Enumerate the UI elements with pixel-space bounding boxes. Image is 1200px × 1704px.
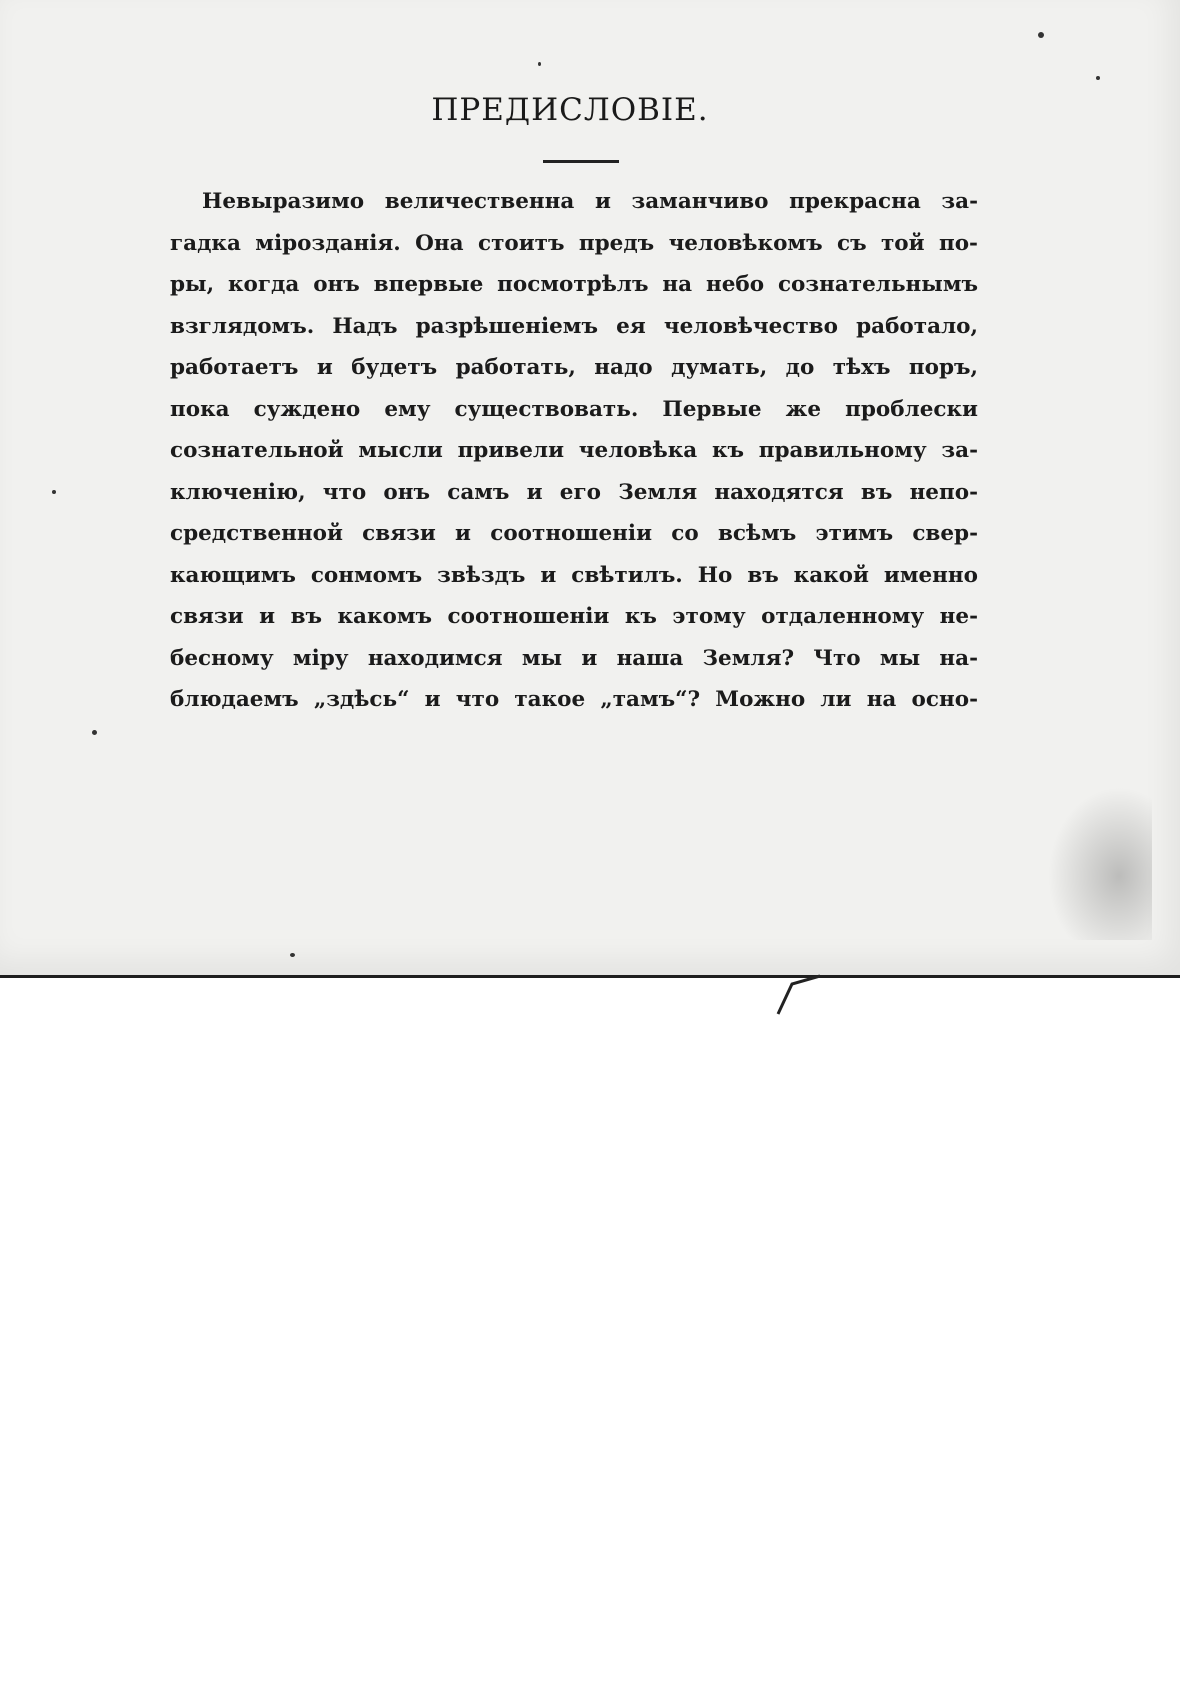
page-title: ПРЕДИСЛОВІЕ. (431, 92, 709, 128)
preface-text (170, 181, 978, 721)
text-line: взглядомъ. Надъ разрѣшеніемъ ея человѣчество работало, (170, 313, 978, 339)
text-line: ключенію, что онъ самъ и его Земля находятся въ непо- (170, 479, 978, 505)
text-line: кающимъ сонмомъ звѣздъ и свѣтилъ. Но въ какой именно (170, 562, 978, 588)
ink-speck (52, 490, 56, 494)
text-line: средственной связи и соотношеніи со всѣмъ этимъ свер- (170, 521, 978, 546)
torn-edge-mark (770, 970, 830, 1020)
ink-speck (1096, 76, 1100, 80)
text-line: пока суждено ему существовать. Первые же проблески (170, 396, 978, 422)
text-line: работаетъ и будетъ работать, надо думать, до тѣхъ поръ, (170, 355, 978, 380)
text-line: блюдаемъ „здѣсь“ и что такое „тамъ“? Можно ли на осно- (170, 687, 978, 712)
page-smudge (1042, 780, 1152, 940)
text-line: ры, когда онъ впервые посмотрѣлъ на небо сознательнымъ (170, 272, 978, 297)
ink-speck (92, 730, 97, 735)
ink-speck (290, 953, 295, 957)
text-line: связи и въ какомъ соотношеніи къ этому отдаленному не- (170, 604, 978, 629)
title-divider (543, 160, 619, 163)
ink-speck (538, 62, 541, 66)
text-line: бесному міру находимся мы и наша Земля? Что мы на- (170, 645, 978, 671)
text-line: гадка мірозданія. Она стоитъ предъ человѣкомъ съ той по- (170, 230, 978, 256)
text-line: сознательной мысли привели человѣка къ правильному за- (170, 438, 978, 463)
ink-speck (1038, 32, 1044, 38)
text-line: Невыразимо величественна и заманчиво прекрасна за- (202, 189, 978, 214)
